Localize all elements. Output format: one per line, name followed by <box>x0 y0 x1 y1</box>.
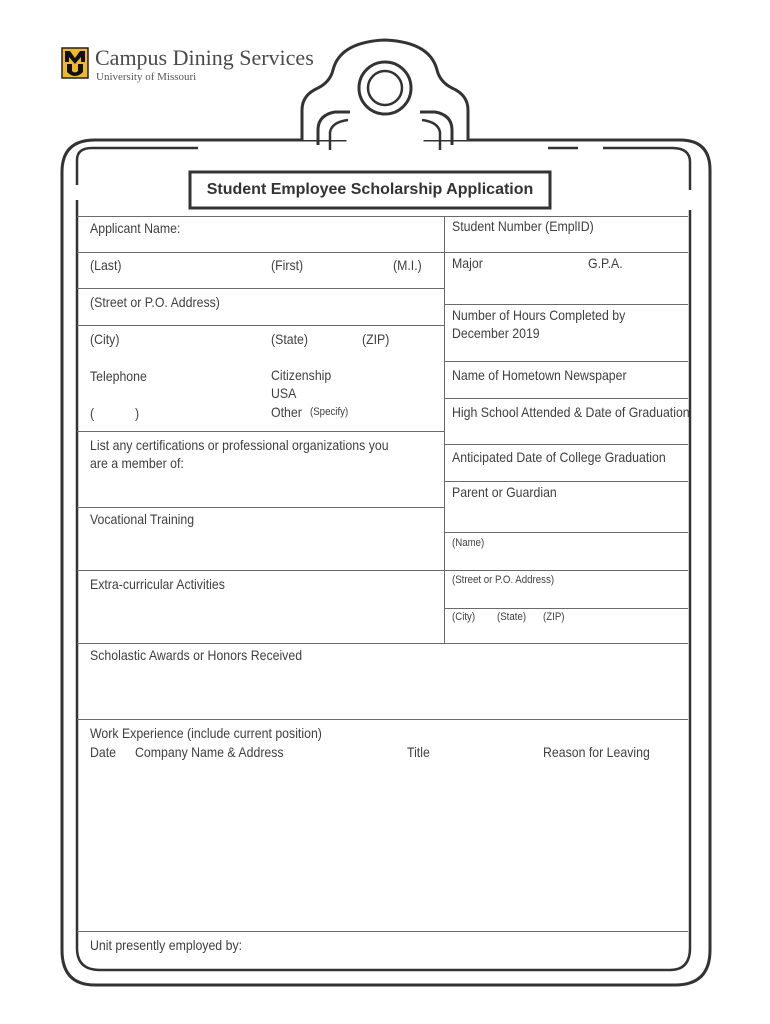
divider <box>444 398 688 399</box>
divider <box>77 325 444 326</box>
citizenship-label: Citizenship <box>271 367 332 383</box>
work-reason-column: Reason for Leaving <box>543 744 650 760</box>
first-name-field[interactable]: (First) <box>271 257 304 273</box>
certifications-label-line1: List any certifications or professional organizations you <box>90 437 389 453</box>
newspaper-label: Name of Hometown Newspaper <box>452 367 627 383</box>
brand-subtitle: University of Missouri <box>96 71 197 83</box>
applicant-name-label: Applicant Name: <box>90 220 181 236</box>
divider <box>77 431 444 432</box>
last-name-field[interactable]: (Last) <box>90 257 122 273</box>
divider <box>444 532 688 533</box>
vocational-training-label: Vocational Training <box>90 511 195 527</box>
guardian-state-field[interactable]: (State) <box>497 611 527 623</box>
zip-field[interactable]: (ZIP) <box>362 331 390 347</box>
divider <box>77 931 688 932</box>
column-divider <box>444 216 445 643</box>
student-number-label: Student Number (EmplID) <box>452 218 594 234</box>
divider <box>444 481 688 482</box>
divider <box>444 444 688 445</box>
divider <box>77 216 688 217</box>
divider <box>444 304 688 305</box>
extracurricular-label: Extra-curricular Activities <box>90 576 225 592</box>
city-field[interactable]: (City) <box>90 331 120 347</box>
guardian-street-field[interactable]: (Street or P.O. Address) <box>452 574 555 586</box>
awards-label: Scholastic Awards or Honors Received <box>90 647 303 663</box>
work-company-column: Company Name & Address <box>135 744 284 760</box>
work-title-column: Title <box>407 744 430 760</box>
parent-guardian-label: Parent or Guardian <box>452 484 557 500</box>
hours-label-line1: Number of Hours Completed by <box>452 307 626 323</box>
unit-employed-label: Unit presently employed by: <box>90 937 243 953</box>
specify-hint: (Specify) <box>310 406 349 418</box>
form-title: Student Employee Scholarship Application <box>206 181 534 198</box>
divider <box>444 608 688 609</box>
divider <box>77 252 688 253</box>
work-experience-heading: Work Experience (include current position) <box>90 725 322 741</box>
phone-area-open: ( <box>90 405 95 421</box>
divider <box>77 288 444 289</box>
guardian-city-field[interactable]: (City) <box>452 611 476 623</box>
major-label: Major <box>452 255 483 271</box>
hours-label-line2: December 2019 <box>452 325 540 341</box>
guardian-name-field[interactable]: (Name) <box>452 537 485 549</box>
brand-title: Campus Dining Services <box>95 45 314 70</box>
middle-initial-field[interactable]: (M.I.) <box>393 257 422 273</box>
citizenship-usa-option[interactable]: USA <box>271 385 297 401</box>
divider <box>77 719 688 720</box>
divider <box>444 361 688 362</box>
divider <box>77 507 444 508</box>
phone-area-close: ) <box>135 405 140 421</box>
divider <box>77 570 444 571</box>
certifications-label-line2: are a member of: <box>90 455 184 471</box>
anticipated-graduation-label: Anticipated Date of College Graduation <box>452 449 666 465</box>
mu-logo-icon <box>62 48 88 78</box>
gpa-label: G.P.A. <box>588 255 623 271</box>
divider <box>77 643 688 644</box>
divider <box>444 570 688 571</box>
high-school-label: High School Attended & Date of Graduation <box>452 404 690 420</box>
street-address-field[interactable]: (Street or P.O. Address) <box>90 294 220 310</box>
guardian-zip-field[interactable]: (ZIP) <box>543 611 565 623</box>
state-field[interactable]: (State) <box>271 331 308 347</box>
telephone-label: Telephone <box>90 368 147 384</box>
work-date-column: Date <box>90 744 117 760</box>
citizenship-other-option[interactable]: Other <box>271 404 302 420</box>
